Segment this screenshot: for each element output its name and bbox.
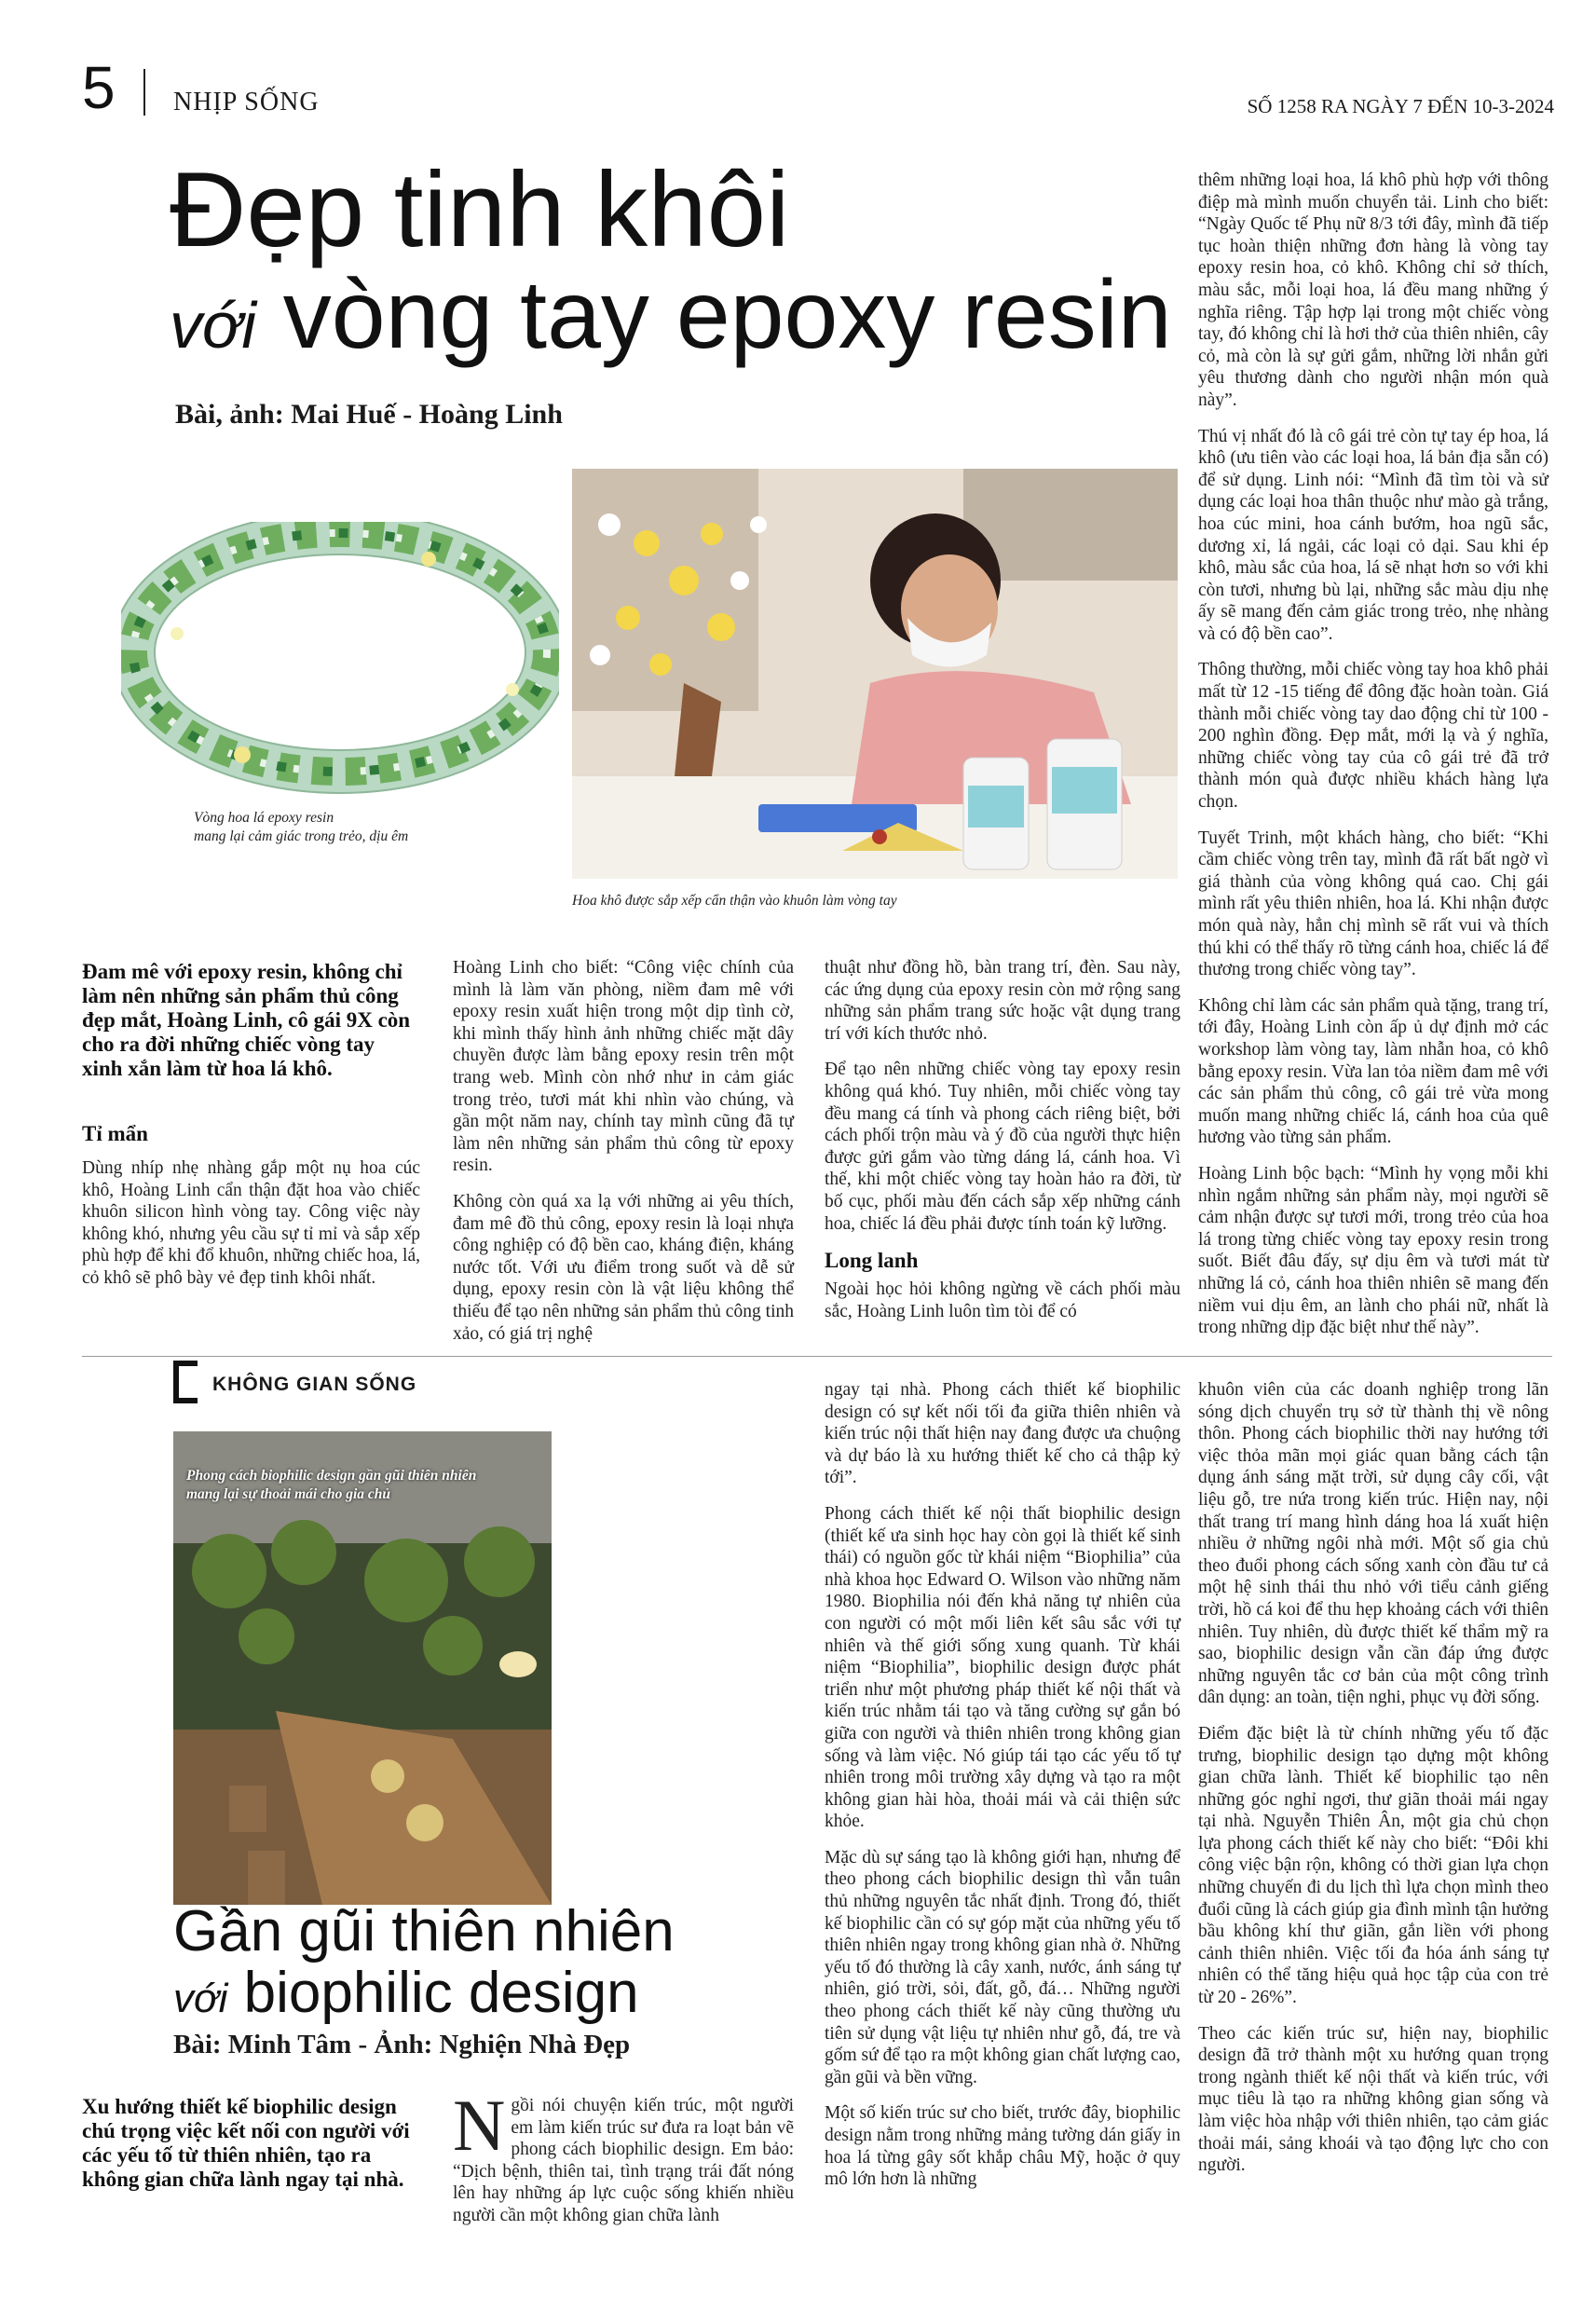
article2-col4-p3: Theo các kiến trúc sư, hiện nay, biophilic design đã trở thành một xu hướng quan trọng trong ngành thiết kế nội thất và kiến trúc, với mục tiêu là tạo ra những không gian sống và làm việc hòa nhập với thiên nhiên, tạo cảm giác thoải mái, sảng khoái và tạo động lực cho con người. [1198,2023,1548,2176]
article1-subhead-long-lanh: Long lanh [825,1249,919,1273]
page-number: 5 [82,54,116,121]
bracelet-caption-line2: mang lại cảm giác trong trẻo, dịu êm [194,828,409,844]
interior-photo [173,1431,552,1905]
article1-col2-p2: Không còn quá xa lạ với những ai yêu thích, đam mê đồ thủ công, epoxy resin là loại nhựa công nghiệp có độ bền cao, kháng điện, kháng nước tốt. Với ưu điểm trong suốt và dễ sử dụng, epoxy resin còn là vật liệu không thể thiếu để tạo nên những sản phẩm thủ công tinh xảo, có giá trị nghệ [453,1191,794,1344]
article2-lead: Xu hướng thiết kế biophilic design chú trọng việc kết nối con người với các yếu tố từ thiên nhiên, tạo ra không gian chữa lành ngay tại nhà. [82,2095,410,2191]
bracelet-caption [194,809,408,846]
interior-caption-line2: mang lại sự thoải mái cho gia chủ [186,1486,391,1502]
section-name: NHỊP SỐNG [173,88,320,116]
article1-col2-p1: Hoàng Linh cho biết: “Công việc chính của mình là làm văn phòng, niềm đam mê với epoxy resin xuất hiện trong một dịp tình cờ, khi mình thấy hình ảnh những chiếc mặt dây chuyền được làm bằng epoxy resin trên một trang web. Mình còn nhớ như in cảm giác trong trẻo, tươi mát khi nhìn vào chúng, và gần một năm nay, chính tay mình cũng đã tự làm nên những sản phẩm thủ công từ epoxy resin. [453,958,794,1176]
interior-caption-line1: Phong cách biophilic design gần gũi thiên nhiên [186,1468,477,1484]
article1-title-line2 [170,263,1194,377]
article2-col3-p3: Mặc dù sự sáng tạo là không giới hạn, nhưng để theo phong cách biophilic design thì vẫn tuân thủ những nguyên tắc nhất định. Trong đó, thiết kế biophilic cần có sự góp mặt của những yếu tố thiên nhiên ngay trong không gian nhà ở. Những yếu tố đó thường là cây xanh, nước, ánh sáng tự nhiên, gió trời, sỏi, đất, gỗ, đá… Những người theo phong cách thiết kế này cũng thường ưu tiên sử dụng vật liệu tự nhiên như gỗ, đá, tre và gốm sứ để tạo ra một không gian chất lượng cao, gần gũi và bền vững. [825,1847,1180,2087]
article2-col3-p4: Một số kiến trúc sư cho biết, trước đây, biophilic design nằm trong những mảng tường dán giấy in hoa lá từng gây sốt khắp châu Mỹ, hoặc ở quy mô lớn hơn là những [825,2103,1180,2190]
issue-info: SỐ 1258 RA NGÀY 7 ĐẾN 10-3-2024 [1247,95,1554,117]
interior-photo-caption [186,1467,476,1504]
article1-lead: Đam mê với epoxy resin, không chỉ làm nên những sản phẩm thủ công đẹp mắt, Hoàng Linh, cô gái 9X còn cho ra đời những chiếc vòng tay xinh xắn làm từ hoa lá khô. [82,960,411,1080]
article1-col4-p3: Thông thường, mỗi chiếc vòng tay hoa khô phải mất từ 12 -15 tiếng để đông đặc hoàn toàn. Giá thành mỗi chiếc vòng tay dao động chỉ từ 100 - 200 nghìn đồng. Đẹp mắt, mới lạ và ý nghĩa, những chiếc vòng tay của cô gái trẻ đã trở thành món quà được nhiều khách hàng lựa chọn. [1198,660,1548,813]
article2-title [173,1901,825,2030]
article1-col4-p6: Hoàng Linh bộc bạch: “Mình hy vọng mỗi khi nhìn ngắm những sản phẩm này, mọi người sẽ cảm nhận được sự tươi mới, trong trẻo của hoa lá trong từng chiếc vòng tay epoxy resin trong suốt. Biết đâu đấy, sự dịu êm và tươi mát từ những lá cỏ, cánh hoa thiên nhiên sẽ mang đến niềm vui dịu êm, an lành cho phái nữ, nhất là trong những dịp đặc biệt như thế này”. [1198,1163,1548,1338]
article2-col4 [1198,1379,1548,2191]
article2-col4-p1: khuôn viên của các doanh nghiệp trong lãn sóng dịch chuyển trụ sở từ thành thị về nông thôn. Phong cách biophilic thời nay hướng tới việc thỏa mãn mọi giác quan bằng cách tận dụng ánh sáng mặt trời, sử dụng cây cối, vật liệu gỗ, tre nứa trong kiến trúc. Hiện nay, nội thất trang trí mang hình dáng hoa lá xuất hiện nhiều ở những ngôi nhà mới. Một số gia chủ theo đuổi phong cách sống xanh còn đầu tư cả một hệ sinh thái thu nhỏ với tiểu cảnh giếng trời, hồ cá koi để thu hẹp khoảng cách với thiên nhiên. Tuy nhiên, dù được thiết kế thẩm mỹ ra sao, biophilic design vẫn cần đáp ứng được những nguyên tắc cơ bản của một công trình dân dụng: an toàn, tiện nghi, phục vụ đời sống. [1198,1380,1548,1708]
photo-caption: Hoa khô được sắp xếp cẩn thận vào khuôn làm vòng tay [572,893,897,909]
article1-col4-p1: thêm những loại hoa, lá khô phù hợp với thông điệp mà mình muốn chuyển tải. Linh cho biết: “Ngày Quốc tế Phụ nữ 8/3 tới đây, mình đã tiếp tục hoàn thiện những đơn hàng là vòng tay epoxy resin hoa, cỏ khô. Không chỉ sở thích, màu sắc, mỗi loại hoa, lá đều mang những ý nghĩa riêng. Tập hợp lại trong một chiếc vòng tay, đó không chỉ là hơi thở của thiên nhiên, cây cỏ, mà còn là sự gửi gắm, những lời nhắn gửi yêu thương dành cho người nhận món quà này”. [1198,171,1548,410]
article2-col3-p1: ngay tại nhà. Phong cách thiết kế biophilic design có sự kết nối tối đa giữa thiên nhiên và kiến trúc nội thất hiện nay đang được ưa chuộng và dự báo là xu hướng thiết kế cho cả thập kỷ tới”. [825,1380,1180,1488]
article1-title [170,151,1194,377]
article1-title-line1: Đẹp tinh khôi [170,151,790,269]
article2-col2 [453,2085,794,2241]
section-divider [82,1356,1552,1357]
page-header [82,54,1554,121]
article2-col2-text: gồi nói chuyện kiến trúc, một người em làm kiến trúc sư đưa ra loạt bản vẽ phong cách biophilic design. Em bảo: “Dịch bệnh, thiên tai, tình trạng trái đất nóng lên hay những áp lực cuộc sống khiến nhiều người cần một không gian chữa lành [453,2096,794,2225]
section-label: KHÔNG GIAN SỐNG [212,1374,417,1395]
article1-col3-p3: Ngoài học hỏi không ngừng về cách phối màu sắc, Hoàng Linh luôn tìm tòi để có [825,1279,1180,1321]
article1-col4-p5: Không chỉ làm các sản phẩm quà tặng, trang trí, tới đây, Hoàng Linh còn ấp ủ dự định mở các workshop làm vòng tay, làm nhẫn hoa, cỏ khô bằng epoxy resin. Vừa lan tỏa niềm đam mê với các sản phẩm thủ công, cô gái trẻ vừa mong muốn mang những chiếc lá, cánh hoa của quê hương vào từng sản phẩm. [1198,995,1548,1148]
article2-col2-p1 [453,2085,794,2227]
article1-col4-p4: Tuyết Trinh, một khách hàng, cho biết: “Khi cầm chiếc vòng trên tay, mình đã rất bất ngờ vì giá thành của vòng không quá cao. Chị gái mình rất yêu thiên nhiên, hoa lá. Khi nhận được món quà này, hẳn chị mình sẽ rất vui và thích thú khi có thể thấy rõ từng cánh hoa, chiếc lá để thương trong chiếc vòng tay”. [1198,828,1548,980]
article2-col3 [825,1379,1180,2205]
article1-col1-p1: Dùng nhíp nhẹ nhàng gắp một nụ hoa cúc khô, Hoàng Linh cẩn thận đặt hoa vào chiếc khuôn silicon hình vòng tay. Công việc này không khó, nhưng yêu cầu sự tỉ mỉ và sắp xếp phù hợp để khi đổ khuôn, những chiếc hoa, lá, cỏ khô sẽ phô bày vẻ đẹp tinh khôi nhất. [82,1158,420,1288]
article1-col2 [453,957,794,1359]
article1-col4 [1198,170,1548,1353]
article1-col3-p2: Để tạo nên những chiếc vòng tay epoxy resin không quá khó. Tuy nhiên, mỗi chiếc vòng tay đều mang cá tính và phong cách riêng biệt, bởi cách phối trộn màu và ý đồ của người thực hiện được gửi gắm vào từng dáng lá, cánh hoa. Vì thế, khi một chiếc vòng tay hoàn hảo ra đời, từ bố cục, phối màu đến cách sắp xếp những cánh hoa, chiếc lá đều phải được tính toán kỹ lưỡng. [825,1060,1180,1234]
dropcap: N [453,2085,506,2166]
article1-col1 [82,960,420,1304]
article1-col3-p1: thuật như đồng hồ, bàn trang trí, đèn. Sau này, các ứng dụng của epoxy resin còn mở rộng sang những sản phẩm trang sức hoặc vật dụng trang trí với kích thước nhỏ. [825,958,1180,1044]
article2-byline: Bài: Minh Tâm - Ảnh: Nghiện Nhà Đẹp [173,2030,631,2059]
article1-title-main: vòng tay epoxy resin [255,261,1172,369]
article2-title-main: biophilic design [227,1961,639,2025]
article2-title-line1: Gần gũi thiên nhiên [173,1899,675,1963]
article2-title-line2 [173,1963,825,2030]
bracelet-image [121,522,559,801]
artisan-photo-illustration [572,469,1178,879]
article2-col3-p2: Phong cách thiết kế nội thất biophilic design (thiết kế ưa sinh học hay còn gọi là thiết kế sinh thái) có nguồn gốc từ khái niệm “Biophilia” của nhà khoa học Edward O. Wilson vào những năm 1980. Biophilia nói đến khả năng tự nhiên của con người có một mối liên kết sâu sắc với tự nhiên và thế giới sống xung quanh. Từ khái niệm “Biophilia”, biophilic design được phát triển như một phương pháp thiết kế nội thất và kiến trúc nhằm tái tạo và tăng cường sự gắn bó giữa con người và thiên nhiên trong không gian sống và làm việc. Nó giúp tái tạo các yếu tố tự nhiên trong môi trường xây dựng và tạo ra một không gian hài hòa, thoải mái và cải thiện sức khỏe. [825,1503,1180,1832]
artisan-photo [572,469,1178,879]
header-divider [143,69,145,116]
bracelet-illustration [121,522,559,801]
section-label-box [173,1361,198,1403]
article2-col1 [82,2095,423,2192]
article2-title-italic: với [173,1976,228,2021]
article1-title-italic: với [170,289,256,362]
article2-col4-p2: Điểm đặc biệt là từ chính những yếu tố đặc trưng, biophilic design tạo dựng một không gian chữa lành. Thiết kế biophilic tạo nên những góc nghỉ ngơi, thư giãn thoải mái ngay tại nhà. Nguyễn Thiên Ân, một gia chủ chọn lựa phong cách thiết kế này cho biết: “Đôi khi công việc bận rộn, không có thời gian lựa chọn những chuyến đi du lịch thì lựa chọn mình theo đuổi cũng là cách giúp gia đình mình tận hưởng bầu không khí thư giãn, gắn liền với phong cảnh thiên nhiên. Việc tối đa hóa ánh sáng tự nhiên có thể tăng hiệu quả học tập của con trẻ từ 20 - 26%”. [1198,1723,1548,2008]
article1-col3 [825,957,1180,1336]
bracelet-caption-line1: Vòng hoa lá epoxy resin [194,810,334,826]
article1-byline: Bài, ảnh: Mai Huế - Hoàng Linh [175,399,563,430]
article1-subhead-ti-man: Tỉ mẩn [82,1122,148,1145]
article1-col4-p2: Thú vị nhất đó là cô gái trẻ còn tự tay ép hoa, lá khô (ưu tiên vào các loại hoa, lá bản địa sẵn có) để sử dụng. Linh nói: “Mình đã tìm tòi và sử dụng các loại hoa thân thuộc như mào gà trắng, hoa cúc mini, hoa cánh bướm, hoa ngũ sắc, dương xỉ, lá ngải, các loại cỏ dại. Sau khi ép khô, màu sắc của hoa, lá sẽ nhạt hơn so với khi còn tươi, nhưng bù lại, những sắc màu dịu nhẹ ấy sẽ mang đến cảm giác trong trẻo, nhẹ nhàng và có độ bền cao”. [1198,426,1548,644]
